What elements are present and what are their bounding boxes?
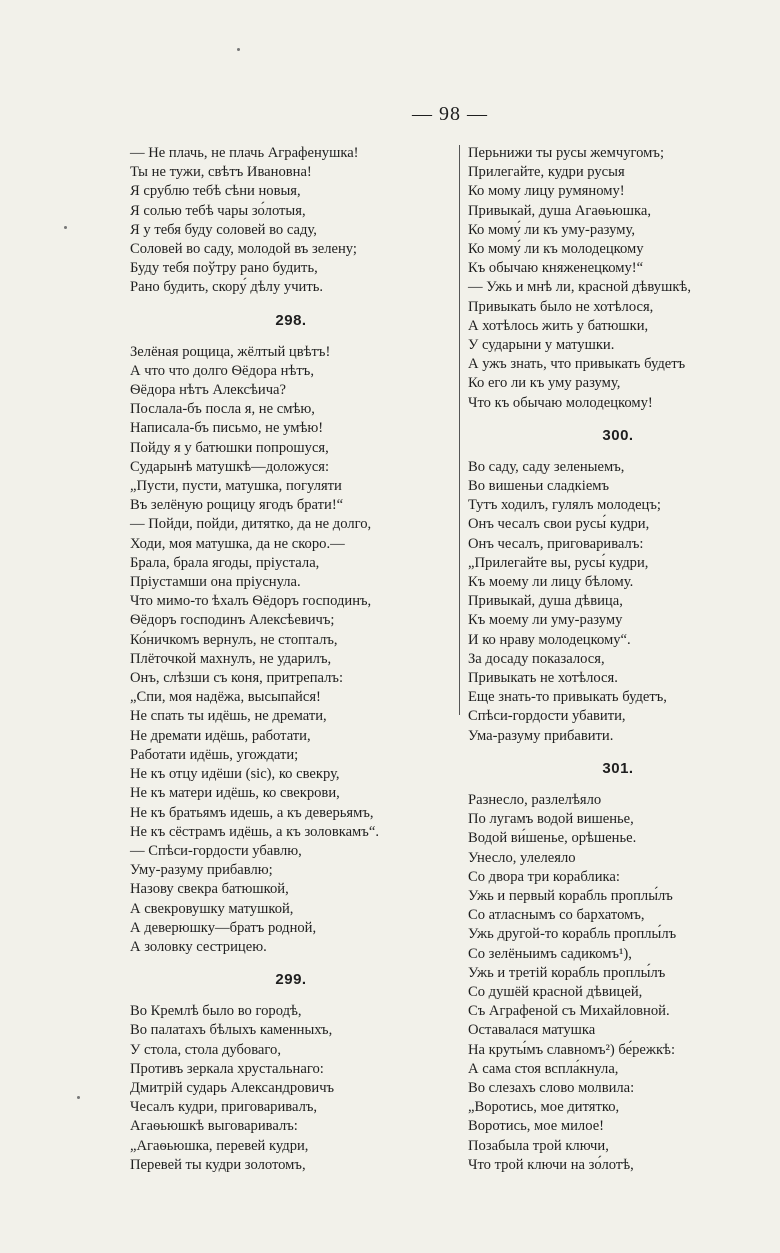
verse-line: Не спать ты идёшь, не дремати,: [130, 708, 327, 725]
verse-line: Перевей ты кудри золотомъ,: [130, 1156, 306, 1173]
verse-line: Ѳёдора нѣтъ Алексѣича?: [130, 382, 286, 399]
verse-line: Дмитрій сударь Александровичъ: [130, 1079, 335, 1096]
verse-line: Прилегайте, кудри русыя: [468, 164, 625, 181]
poem-number: 298.: [275, 311, 307, 329]
verse-line: Онъ чесалъ свои русы́ кудри,: [468, 516, 650, 533]
verse-line: Написала-бъ письмо, не умѣю!: [130, 420, 324, 437]
verse-line: Послала-бъ посла я, не смѣю,: [130, 401, 315, 418]
verse-line: Что мимо-то ѣхалъ Ѳёдоръ господинъ,: [130, 593, 372, 610]
verse-line: Плёточкой махнулъ, не ударилъ,: [130, 650, 332, 667]
verse-line: Ко мому лицу румяному!: [468, 183, 625, 200]
verse-line: Брала, брала ягоды, пріустала,: [130, 554, 320, 571]
verse-line: Привыкать не хотѣлося.: [468, 670, 618, 687]
verse-line: Во саду, саду зеленыемъ,: [468, 458, 625, 475]
verse-line: „Воротись, мое дитятко,: [468, 1099, 620, 1116]
verse-line: Я солью тебѣ чары зо́лотыя,: [130, 202, 306, 219]
verse-line: „Агаѳьюшка, перевей кудри,: [130, 1137, 309, 1154]
verse-line: Воротись, мое милое!: [468, 1118, 605, 1135]
verse-line: Сударынѣ матушкѣ—доложуся:: [130, 458, 330, 475]
verse-line: У сударыни у матушки.: [468, 337, 615, 354]
verse-line: Буду тебя поўтру рано будить,: [130, 260, 318, 277]
verse-line: Что къ обычаю молодецкому!: [468, 394, 653, 411]
verse-line: За досаду показалося,: [468, 650, 605, 667]
verse-line: А что что долго Ѳёдора нѣтъ,: [130, 362, 314, 379]
poem-number: 301.: [602, 759, 634, 777]
verse-line: Онъ чесалъ, приговаривалъ:: [468, 535, 644, 552]
verse-line: Онъ, слѣзши съ коня, притрепалъ:: [130, 670, 344, 687]
verse-line: Во вишеньи сладкіемъ: [468, 478, 610, 495]
verse-line: Противъ зеркала хрустальнаго:: [130, 1060, 324, 1077]
verse-line: Я срублю тебѣ сѣни новыя,: [130, 183, 301, 200]
verse-line: Что трой ключи на зо́лотѣ,: [468, 1156, 634, 1173]
verse-line: Ко́ничкомъ вернулъ, не стопталъ,: [130, 631, 338, 648]
verse-line: Ѳёдоръ господинъ Алексѣевичъ;: [130, 612, 335, 629]
column-divider: [459, 145, 460, 715]
verse-line: „Спи, моя надёжа, высыпайся!: [130, 689, 321, 706]
verse-line: Унесло, улелеяло: [468, 849, 576, 866]
verse-line: Ходи, моя матушка, да не скоро.—: [130, 535, 345, 552]
verse-line: Зелёная рощица, жёлтый цвѣтъ!: [130, 343, 331, 360]
poem-number: 300.: [602, 426, 634, 444]
verse-line: А сама стоя вспла́кнула,: [468, 1060, 619, 1077]
verse-line: — Ужь и мнѣ ли, красной дѣвушкѣ,: [468, 279, 691, 296]
verse-line: На круты́мъ славномъ²) бе́режкѣ:: [468, 1041, 676, 1058]
verse-line: Не къ отцу идёши (sic), ко свекру,: [130, 766, 340, 783]
verse-line: У стола, стола дубоваго,: [130, 1041, 281, 1058]
verse-line: Ума-разуму прибавити.: [468, 727, 614, 744]
verse-line: А свекровушку матушкой,: [130, 900, 294, 917]
verse-line: Привыкать было не хотѣлося,: [468, 298, 654, 315]
verse-line: Со душёй красной дѣвицей,: [468, 983, 643, 1000]
verse-line: „Пусти, пусти, матушка, погуляти: [130, 478, 342, 495]
speck-mark: [237, 48, 240, 51]
verse-line: — Спѣси-гордости убавлю,: [130, 842, 302, 859]
verse-line: Водой ви́шенье, орѣшенье.: [468, 830, 637, 847]
left-column: [130, 144, 452, 1175]
verse-line: Спѣси-гордости убавити,: [468, 708, 626, 725]
verse-line: Разнесло, разлелѣяло: [468, 791, 602, 808]
verse-line: Назову свекра батюшкой,: [130, 881, 289, 898]
verse-line: Соловей во саду, молодой въ зелену;: [130, 241, 357, 258]
verse-line: Перьнижи ты русы жемчугомъ;: [468, 145, 665, 161]
verse-line: Ты не тужи, свѣтъ Ивановна!: [130, 164, 312, 181]
verse-line: Ко его ли къ уму разуму,: [468, 375, 621, 392]
verse-line: Ко мому́ ли къ молодецкому: [468, 241, 644, 258]
speck-mark: [77, 1096, 80, 1099]
verse-line: Не дремати идёшь, работати,: [130, 727, 311, 744]
verse-line: — Пойди, пойди, дитятко, да не долго,: [130, 516, 372, 533]
verse-line: Ужь и третій корабль проплы́лъ: [468, 964, 666, 981]
verse-line: Со атласнымъ со бархатомъ,: [468, 907, 645, 924]
verse-line: Работати идёшь, угождати;: [130, 746, 299, 763]
verse-line: И ко нраву молодецкому“.: [468, 631, 631, 648]
verse-line: Привыкай, душа Агаѳьюшка,: [468, 202, 651, 219]
verse-line: Къ моему ли лицу бѣлому.: [468, 574, 634, 591]
verse-line: Не къ сёстрамъ идёшь, а къ золовкамъ“.: [130, 823, 379, 840]
verse-line: По лугамъ водой вишенье,: [468, 811, 634, 828]
verse-line: Не къ братьямъ идешь, а къ деверьямъ,: [130, 804, 374, 821]
verse-line: Во палатахъ бѣлыхъ каменныхъ,: [130, 1022, 333, 1039]
verse-line: Оставалася матушка: [468, 1022, 596, 1039]
verse-line: А деверюшку—братъ родной,: [130, 919, 317, 936]
verse-line: Агаѳьюшкѣ выговаривалъ:: [130, 1118, 298, 1135]
verse-line: А золовку сестрицею.: [130, 938, 267, 955]
verse-line: „Прилегайте вы, русы́ кудри,: [468, 554, 649, 571]
verse-line: Къ обычаю княженецкому!“: [468, 260, 644, 277]
verse-line: Съ Аграфеной съ Михайловной.: [468, 1003, 670, 1020]
speck-mark: [64, 226, 67, 229]
verse-line: Со двора три кораблика:: [468, 868, 620, 885]
verse-line: Чесалъ кудри, приговаривалъ,: [130, 1099, 318, 1116]
page-number: — 98 —: [412, 103, 488, 125]
verse-line: Пойду я у батюшки попрошуся,: [130, 439, 329, 456]
verse-line: Рано будить, скору́ дѣлу учить.: [130, 279, 324, 296]
verse-line: А ужъ знать, что привыкать будетъ: [468, 356, 686, 373]
verse-line: Не къ матери идёшь, ко свекрови,: [130, 785, 340, 802]
verse-line: Пріустамши она пріуснула.: [130, 574, 301, 591]
verse-line: Привыкай, душа дѣвица,: [468, 593, 623, 610]
verse-line: Еще знать-то привыкать будетъ,: [468, 689, 667, 706]
verse-line: Во Кремлѣ было во городѣ,: [130, 1003, 302, 1020]
right-column: [468, 144, 768, 1175]
verse-line: Ужь и первый корабль проплы́лъ: [468, 887, 673, 904]
verse-line: Со зелёныимъ садикомъ¹),: [468, 945, 632, 962]
verse-line: Позабыла трой ключи,: [468, 1137, 609, 1154]
verse-line: Тутъ ходилъ, гулялъ молодецъ;: [468, 497, 661, 514]
verse-line: — Не плачь, не плачь Аграфенушка!: [130, 145, 359, 161]
verse-line: Ко мому́ ли къ уму-разуму,: [468, 221, 635, 238]
verse-line: Къ моему ли уму-разуму: [468, 612, 623, 629]
verse-line: Во слезахъ слово молвила:: [468, 1079, 635, 1096]
verse-line: А хотѣлось жить у батюшки,: [468, 317, 649, 334]
verse-line: Уму-разуму прибавлю;: [130, 862, 273, 879]
poem-number: 299.: [275, 971, 307, 989]
verse-line: Ужь другой-то корабль проплы́лъ: [468, 926, 677, 943]
verse-line: Въ зелёную рощицу ягодъ брати!“: [130, 497, 344, 514]
verse-line: Я у тебя буду соловей во саду,: [130, 221, 317, 238]
